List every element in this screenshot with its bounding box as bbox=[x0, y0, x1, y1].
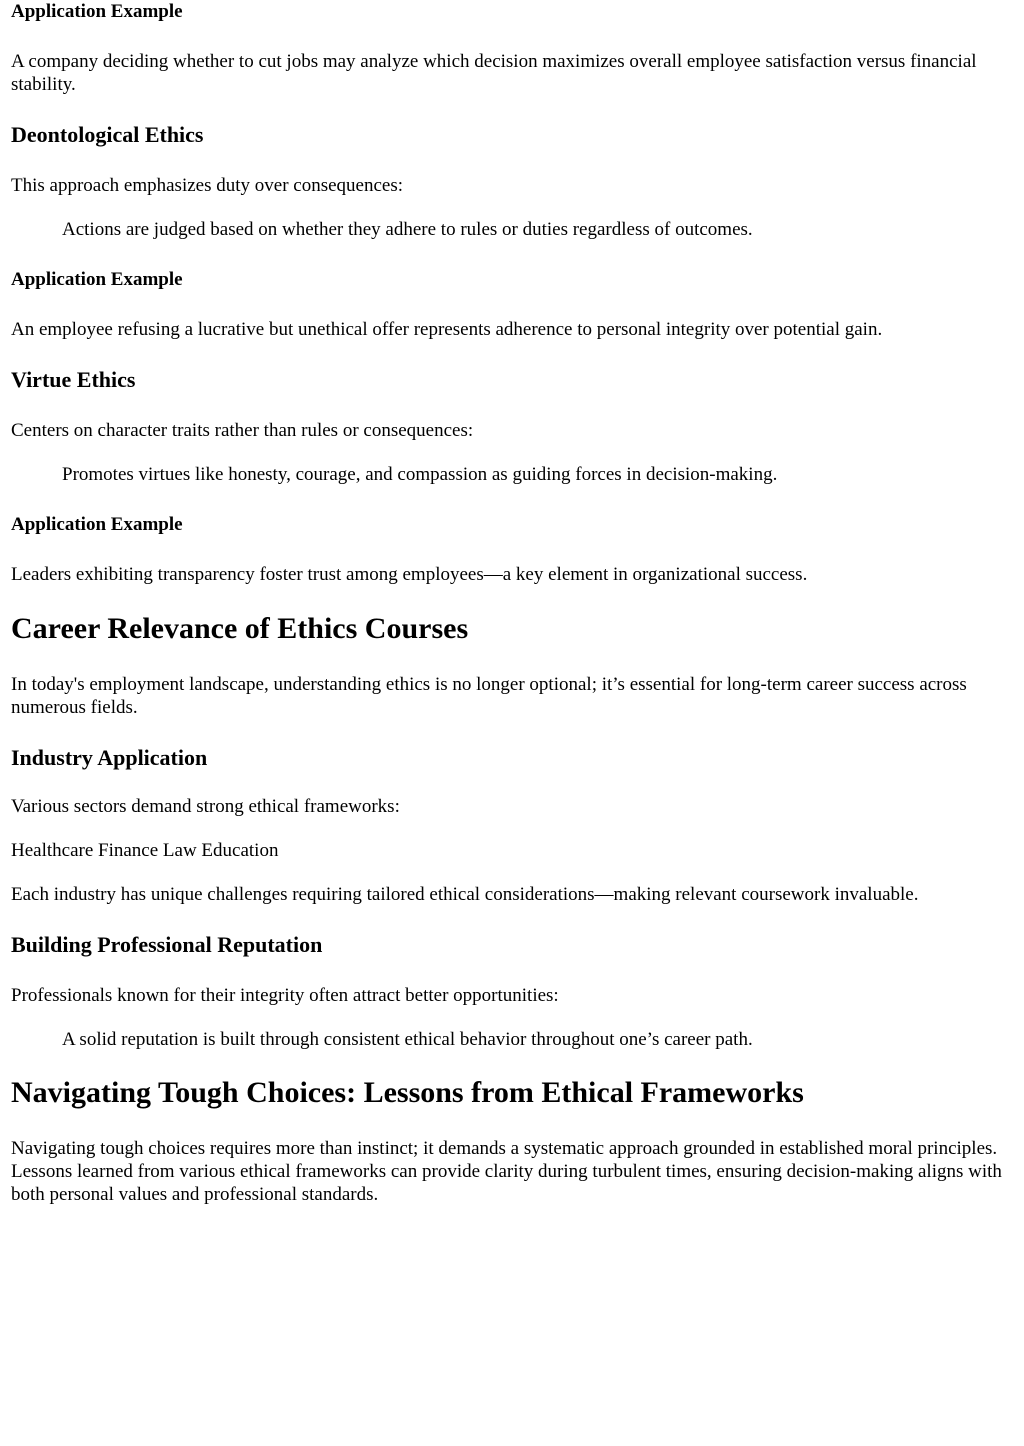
industry-paragraph: Each industry has unique challenges requiring tailored ethical considerations—making relevant coursework invaluable. bbox=[11, 884, 919, 905]
deontological-ethics-heading: Deontological Ethics bbox=[11, 122, 204, 147]
virtue-intro-paragraph: Centers on character traits rather than rules or consequences: bbox=[11, 420, 474, 441]
professional-reputation-heading: Building Professional Reputation bbox=[11, 932, 323, 957]
virtue-example-paragraph: Leaders exhibiting transparency foster trust among employees—a key element in organizational success. bbox=[11, 564, 808, 585]
deontological-example-heading: Application Example bbox=[11, 269, 183, 290]
navigating-tough-choices-heading: Navigating Tough Choices: Lessons from Ethical Frameworks bbox=[11, 1076, 804, 1109]
reputation-intro-paragraph: Professionals known for their integrity often attract better opportunities: bbox=[11, 985, 559, 1006]
deontological-example-paragraph: An employee refusing a lucrative but unethical offer represents adherence to personal integrity over potential gain. bbox=[11, 319, 883, 340]
career-relevance-heading: Career Relevance of Ethics Courses bbox=[11, 612, 469, 645]
industry-intro-paragraph: Various sectors demand strong ethical frameworks: bbox=[11, 796, 400, 817]
reputation-quote: A solid reputation is built through consistent ethical behavior throughout one’s career path. bbox=[62, 1029, 753, 1050]
virtue-example-heading: Application Example bbox=[11, 514, 183, 535]
utilitarian-example-paragraph: A company deciding whether to cut jobs may analyze which decision maximizes overall employee satisfaction versus financial stability. bbox=[11, 51, 977, 95]
deontological-quote: Actions are judged based on whether they adhere to rules or duties regardless of outcomes. bbox=[62, 219, 753, 240]
career-intro-paragraph: In today's employment landscape, understanding ethics is no longer optional; it’s essential for long-term career success across numerous fields. bbox=[11, 674, 967, 718]
deontological-intro-paragraph: This approach emphasizes duty over consequences: bbox=[11, 175, 404, 196]
navigating-paragraph: Navigating tough choices requires more than instinct; it demands a systematic approach grounded in established moral principles. Lessons learned from various ethical frameworks can provide clarity during turbulent times, ensuring decision-making aligns with both personal values and professional standards. bbox=[11, 1138, 1002, 1205]
industry-application-heading: Industry Application bbox=[11, 745, 208, 770]
virtue-ethics-heading: Virtue Ethics bbox=[11, 367, 136, 392]
application-example-heading: Application Example bbox=[11, 1, 183, 22]
industry-sectors-list: Healthcare Finance Law Education bbox=[11, 840, 279, 861]
virtue-quote: Promotes virtues like honesty, courage, and compassion as guiding forces in decision-making. bbox=[62, 464, 778, 485]
